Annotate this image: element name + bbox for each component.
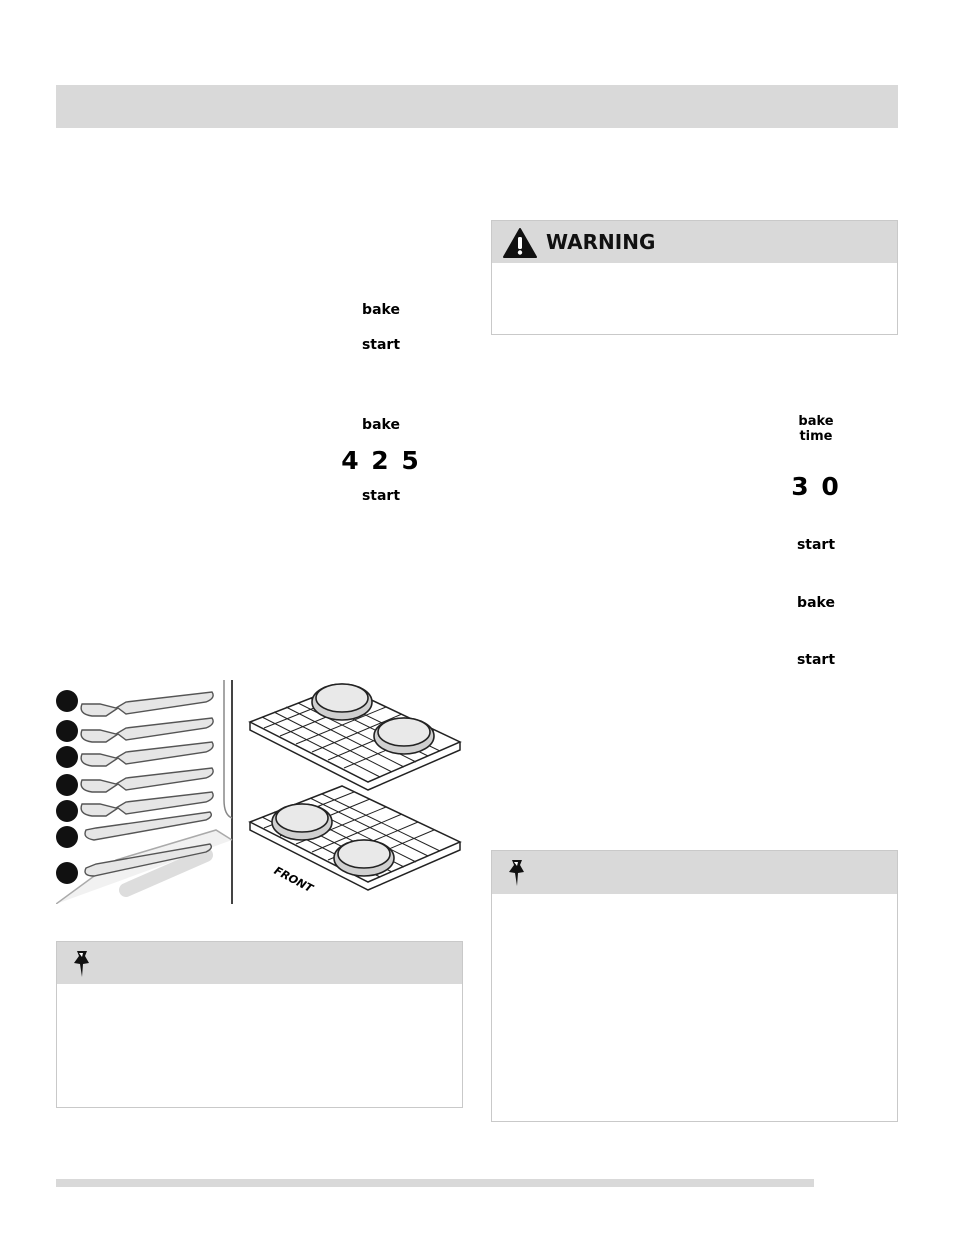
- note-box: [491, 850, 898, 1122]
- pushpin-icon: [506, 857, 530, 889]
- start-key-label: start: [361, 337, 401, 353]
- start-key-label: start: [796, 537, 836, 553]
- warning-label: WARNING: [546, 230, 656, 254]
- rack-position-marker: [56, 720, 78, 742]
- rack-positions-illustration: [56, 680, 236, 904]
- start-key-label: start: [796, 652, 836, 668]
- rack-position-marker: [56, 774, 78, 796]
- rack-position-marker: [56, 826, 78, 848]
- pan-placement-illustration: [244, 674, 466, 904]
- footer-bar: [56, 1179, 814, 1187]
- header-bar: [56, 85, 898, 128]
- front-label: FRONT: [271, 864, 316, 896]
- rack-position-marker: [56, 690, 78, 712]
- rack-position-marker: [56, 746, 78, 768]
- bake-time-key-label: bake time: [798, 414, 834, 444]
- oven-side-wall-drawing: [56, 680, 236, 904]
- note-box: [56, 941, 463, 1108]
- bake-key-label: bake: [797, 595, 835, 611]
- warning-header: [492, 221, 897, 263]
- rack-position-marker: [56, 800, 78, 822]
- start-key-label: start: [361, 488, 401, 504]
- bake-time-digits: 3 0: [791, 472, 841, 501]
- warning-box: [491, 220, 898, 335]
- temperature-digits: 4 2 5: [341, 446, 421, 475]
- note-header: [57, 942, 462, 984]
- pushpin-icon: [71, 948, 95, 980]
- bake-key-label: bake: [362, 302, 400, 318]
- note-header: [492, 851, 897, 894]
- rack-position-marker: [56, 862, 78, 884]
- warning-triangle-icon: [502, 227, 538, 259]
- bake-key-label: bake: [362, 417, 400, 433]
